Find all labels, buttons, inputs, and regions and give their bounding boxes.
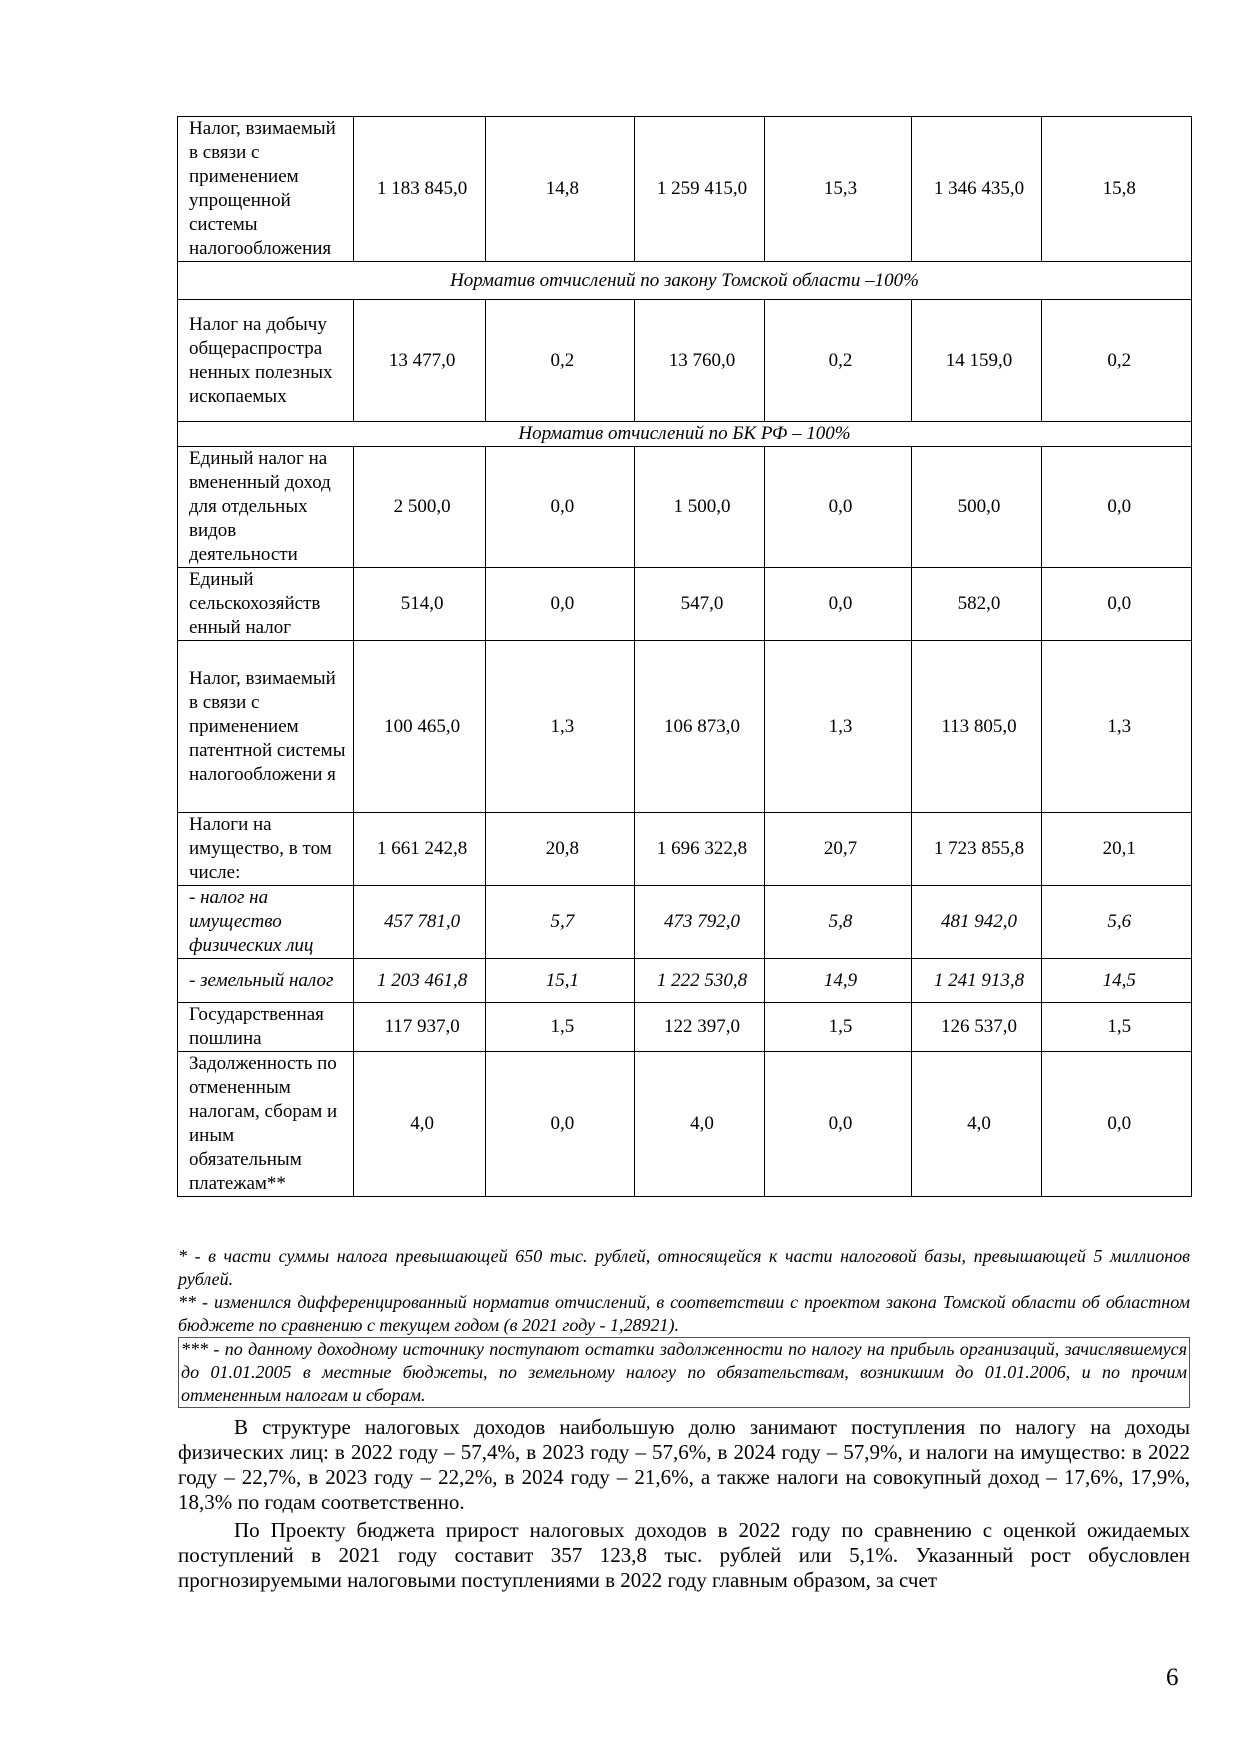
share-cell: 15,1 xyxy=(486,959,634,1003)
amount-cell: 1 259 415,0 xyxy=(634,117,765,262)
share-cell: 1,5 xyxy=(765,1003,911,1052)
table-row xyxy=(178,1052,1192,1197)
share-cell: 14,8 xyxy=(486,117,634,262)
amount-cell: 1 723 855,8 xyxy=(911,813,1042,886)
tax-revenue-table xyxy=(177,116,1192,1197)
amount-cell: 582,0 xyxy=(911,568,1042,641)
table-subrow xyxy=(178,959,1192,1003)
row-label: Налог, взимаемый в связи с применением патентной системы налогообложени я xyxy=(178,641,354,813)
table-row xyxy=(178,813,1192,886)
share-cell: 0,0 xyxy=(1042,447,1192,568)
table-row xyxy=(178,1003,1192,1052)
amount-cell: 481 942,0 xyxy=(911,886,1042,959)
row-label: Налог на добычу общераспростра ненных полезных ископаемых xyxy=(178,300,354,422)
normative-row xyxy=(178,422,1192,447)
page-number: 6 xyxy=(1166,1664,1179,1691)
amount-cell: 514,0 xyxy=(354,568,486,641)
share-cell: 1,3 xyxy=(1042,641,1192,813)
share-cell: 0,0 xyxy=(765,1052,911,1197)
share-cell: 0,0 xyxy=(486,568,634,641)
amount-cell: 1 222 530,8 xyxy=(634,959,765,1003)
amount-cell: 13 760,0 xyxy=(634,300,765,422)
footnote-2: ** - изменился дифференцированный норматив отчислений, в соответствии с проектом закона Томской области об областном бюджете по сравнению с текущем годом (в 2021 году - 1,28921). xyxy=(178,1292,1190,1335)
normative-label: Норматив отчислений по БК РФ – 100% xyxy=(178,422,1192,447)
share-cell: 20,1 xyxy=(1042,813,1192,886)
amount-cell: 1 203 461,8 xyxy=(354,959,486,1003)
amount-cell: 2 500,0 xyxy=(354,447,486,568)
paragraph: В структуре налоговых доходов наибольшую долю занимают поступления по налогу на доходы физических лиц: в 2022 году – 57,4%, в 2023 году – 57,6%, в 2024 году – 57,9%, и налоги на имущество: в 2022 году – 22,7%, в 2023 году – 22,2%, в 2024 году – 21,6%, а также налоги на совокупный доход – 17,6%, 17,9%, 18,3% по годам соответственно. xyxy=(178,1415,1190,1514)
footnote-1: * - в части суммы налога превышающей 650 тыс. рублей, относящейся к части налоговой базы, превышающей 5 миллионов рублей. xyxy=(178,1246,1190,1289)
share-cell: 5,6 xyxy=(1042,886,1192,959)
share-cell: 20,8 xyxy=(486,813,634,886)
amount-cell: 126 537,0 xyxy=(911,1003,1042,1052)
table-row xyxy=(178,568,1192,641)
table-row xyxy=(178,447,1192,568)
share-cell: 20,7 xyxy=(765,813,911,886)
table-subrow xyxy=(178,886,1192,959)
amount-cell: 14 159,0 xyxy=(911,300,1042,422)
share-cell: 0,0 xyxy=(1042,568,1192,641)
row-label: - налог на имущество физических лиц xyxy=(178,886,354,959)
amount-cell: 1 696 322,8 xyxy=(634,813,765,886)
share-cell: 1,5 xyxy=(486,1003,634,1052)
amount-cell: 4,0 xyxy=(354,1052,486,1197)
share-cell: 5,7 xyxy=(486,886,634,959)
share-cell: 0,0 xyxy=(1042,1052,1192,1197)
paragraph: По Проекту бюджета прирост налоговых доходов в 2022 году по сравнению с оценкой ожидаемых поступлений в 2021 году составит 357 123,8 тыс. рублей или 5,1%. Указанный рост обусловлен прогнозируемыми налоговыми поступлениями в 2022 году главным образом, за счет xyxy=(178,1518,1190,1592)
normative-label: Норматив отчислений по закону Томской области –100% xyxy=(178,262,1192,300)
amount-cell: 4,0 xyxy=(911,1052,1042,1197)
amount-cell: 1 346 435,0 xyxy=(911,117,1042,262)
share-cell: 14,5 xyxy=(1042,959,1192,1003)
share-cell: 0,2 xyxy=(1042,300,1192,422)
row-label: Налоги на имущество, в том числе: xyxy=(178,813,354,886)
share-cell: 0,2 xyxy=(486,300,634,422)
share-cell: 0,0 xyxy=(486,1052,634,1197)
amount-cell: 1 500,0 xyxy=(634,447,765,568)
amount-cell: 122 397,0 xyxy=(634,1003,765,1052)
normative-row xyxy=(178,262,1192,300)
share-cell: 0,0 xyxy=(765,568,911,641)
amount-cell: 473 792,0 xyxy=(634,886,765,959)
table-row xyxy=(178,641,1192,813)
row-label: Задолженность по отмененным налогам, сборам и иным обязательным платежам** xyxy=(178,1052,354,1197)
share-cell: 0,2 xyxy=(765,300,911,422)
share-cell: 0,0 xyxy=(486,447,634,568)
share-cell: 5,8 xyxy=(765,886,911,959)
footnotes xyxy=(178,1245,1190,1408)
share-cell: 15,3 xyxy=(765,117,911,262)
row-label: - земельный налог xyxy=(178,959,354,1003)
share-cell: 1,5 xyxy=(1042,1003,1192,1052)
share-cell: 0,0 xyxy=(765,447,911,568)
footnote-3: *** - по данному доходному источнику поступают остатки задолженности по налогу на прибыль организаций, зачислявшемуся до 01.01.2005 в местные бюджеты, по земельному налогу по обязательствам, возникшим до 01.01.2006, и по прочим отмененным налогам и сборам. xyxy=(178,1337,1190,1408)
row-label: Налог, взимаемый в связи с применением упрощенной системы налогообложения xyxy=(178,117,354,262)
amount-cell: 106 873,0 xyxy=(634,641,765,813)
table-row xyxy=(178,300,1192,422)
amount-cell: 100 465,0 xyxy=(354,641,486,813)
amount-cell: 1 661 242,8 xyxy=(354,813,486,886)
share-cell: 15,8 xyxy=(1042,117,1192,262)
amount-cell: 4,0 xyxy=(634,1052,765,1197)
row-label: Единый сельскохозяйств енный налог xyxy=(178,568,354,641)
row-label: Единый налог на вмененный доход для отдельных видов деятельности xyxy=(178,447,354,568)
amount-cell: 117 937,0 xyxy=(354,1003,486,1052)
amount-cell: 113 805,0 xyxy=(911,641,1042,813)
body-text xyxy=(178,1415,1190,1596)
amount-cell: 1 183 845,0 xyxy=(354,117,486,262)
row-label: Государственная пошлина xyxy=(178,1003,354,1052)
amount-cell: 547,0 xyxy=(634,568,765,641)
amount-cell: 1 241 913,8 xyxy=(911,959,1042,1003)
amount-cell: 500,0 xyxy=(911,447,1042,568)
amount-cell: 457 781,0 xyxy=(354,886,486,959)
share-cell: 14,9 xyxy=(765,959,911,1003)
amount-cell: 13 477,0 xyxy=(354,300,486,422)
table-row xyxy=(178,117,1192,262)
share-cell: 1,3 xyxy=(486,641,634,813)
share-cell: 1,3 xyxy=(765,641,911,813)
